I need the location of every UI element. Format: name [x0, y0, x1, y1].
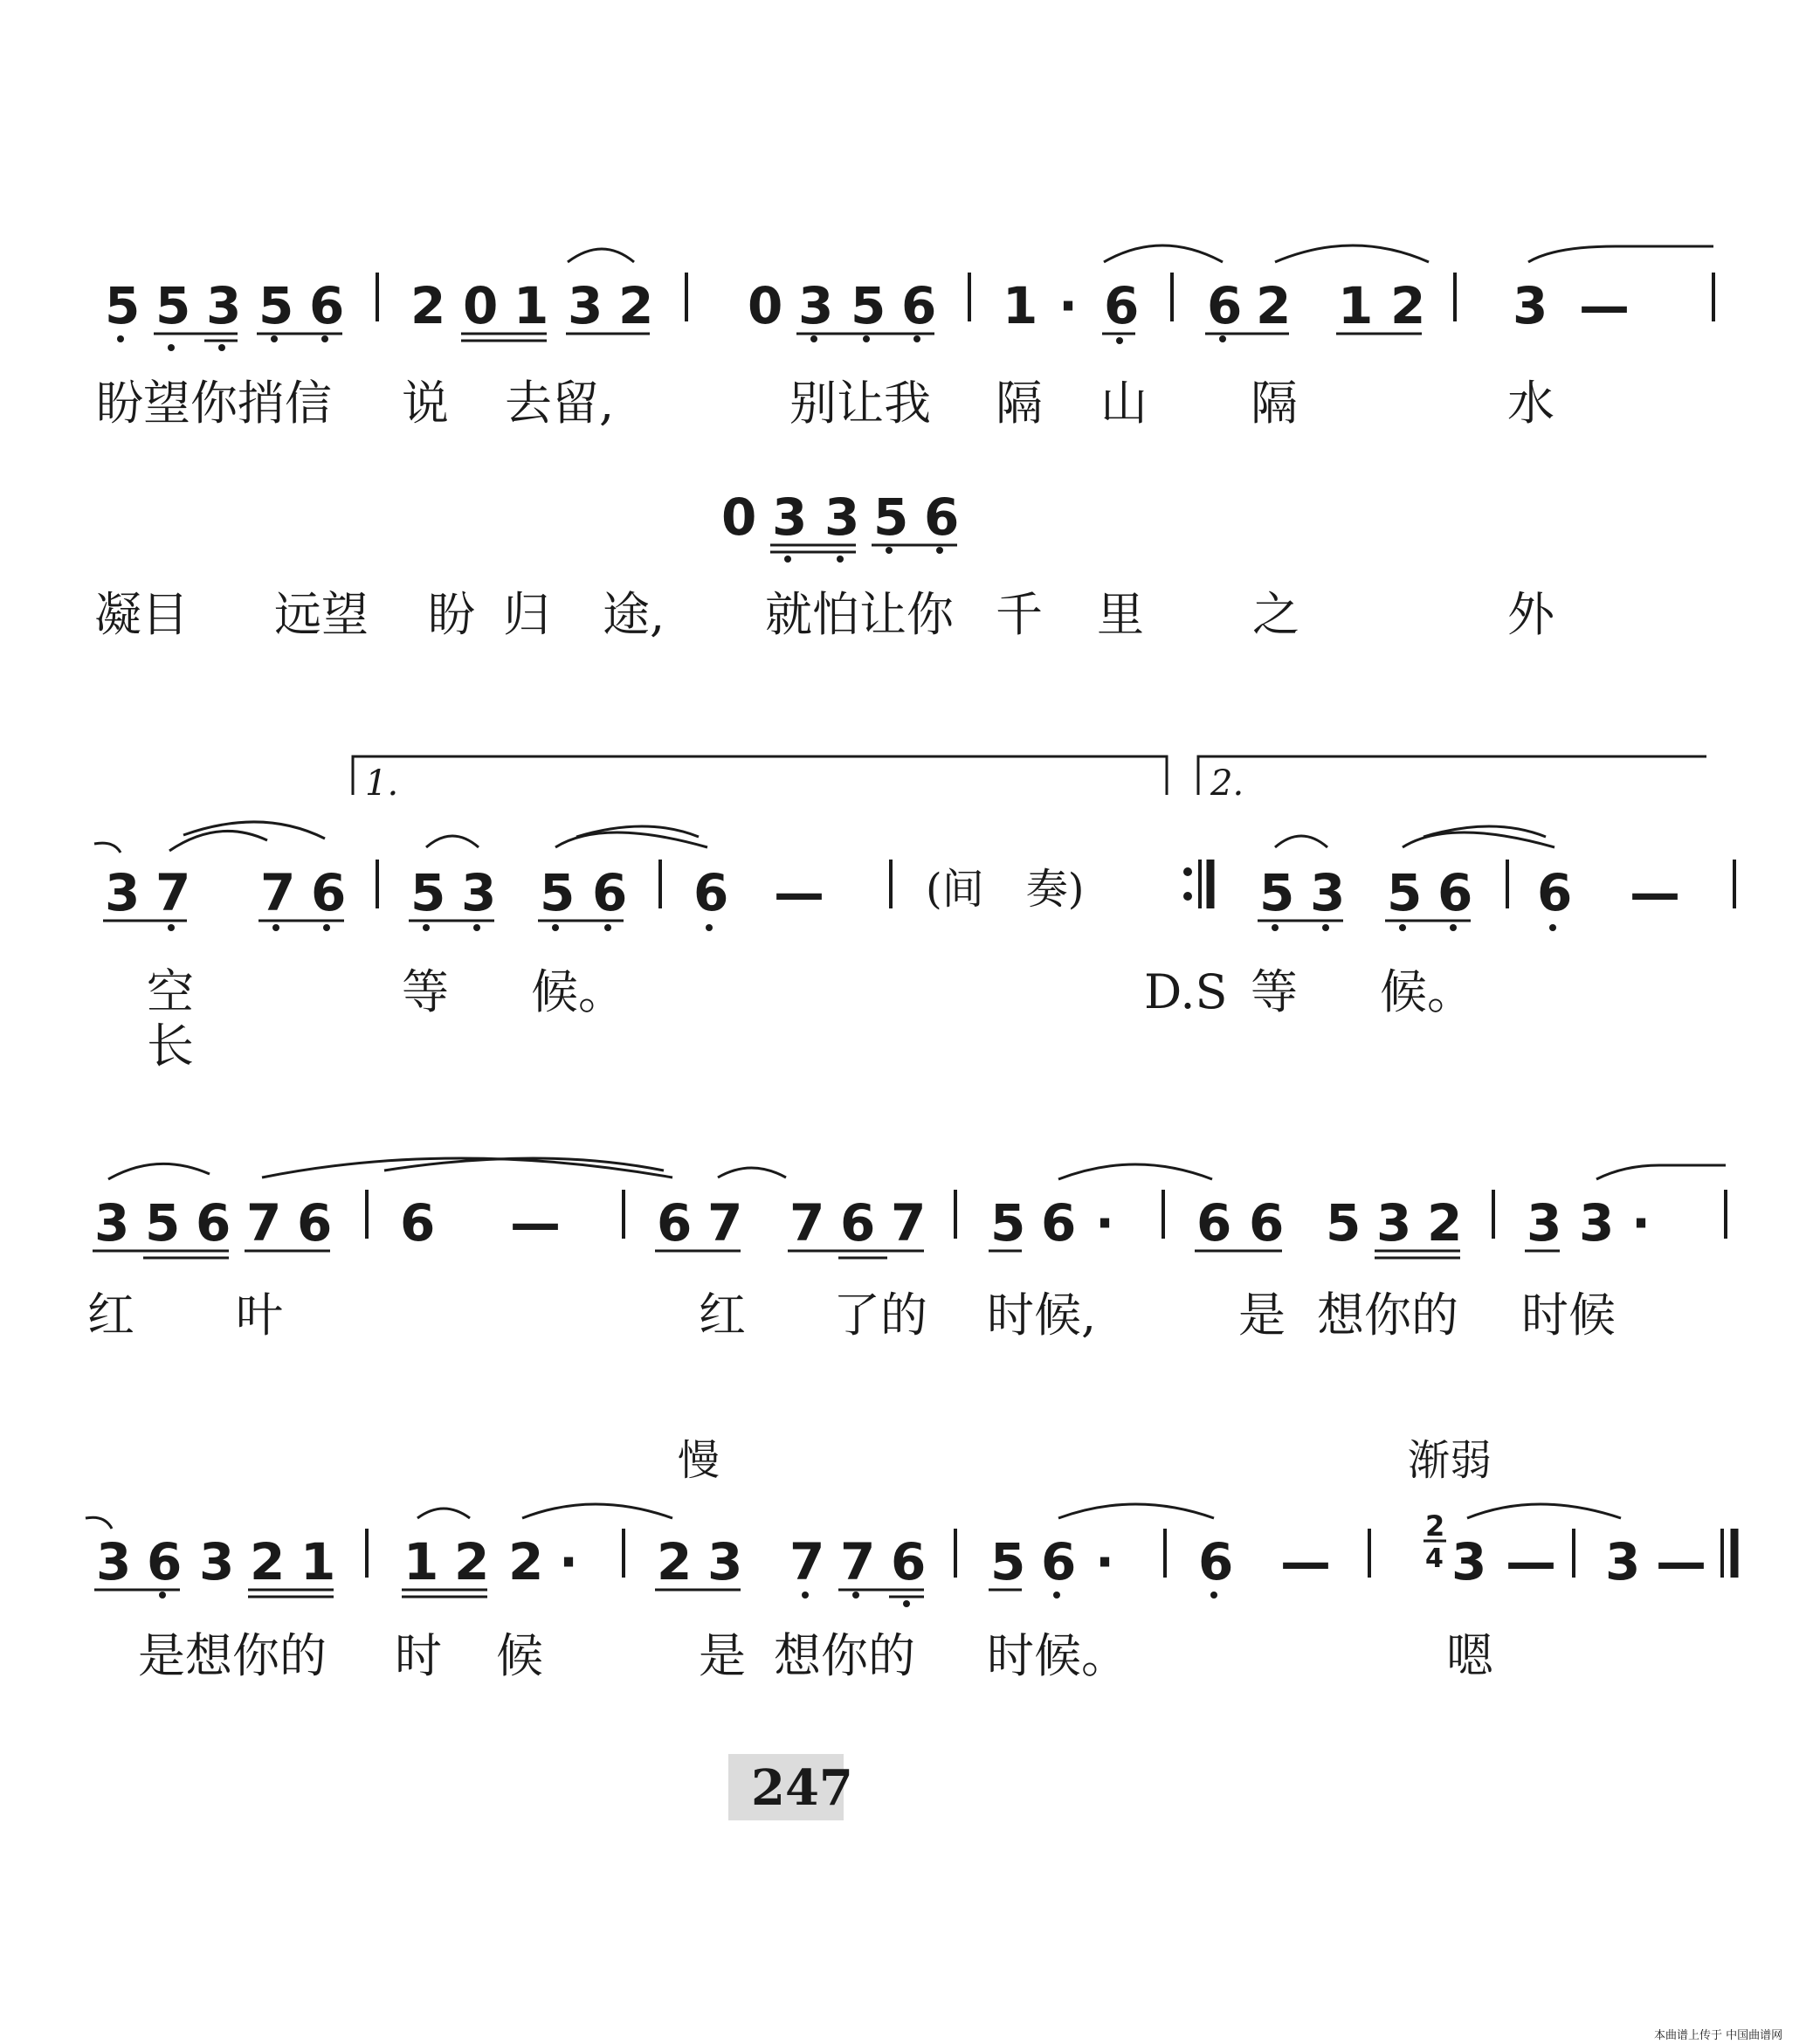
- note: 1: [403, 1532, 439, 1592]
- note: 6: [1041, 1532, 1077, 1592]
- lyric: 空: [147, 964, 194, 1019]
- final-barline: [1722, 1529, 1734, 1578]
- volta-2-label: 2.: [1210, 763, 1244, 804]
- note: 1: [1338, 276, 1374, 335]
- note: 3: [772, 487, 808, 547]
- note: 3: [1579, 1193, 1615, 1253]
- system-4-notes: [94, 1193, 1651, 1253]
- note: 6: [1249, 1193, 1285, 1253]
- note: 6: [924, 487, 960, 547]
- time-signature-top: 2: [1425, 1509, 1445, 1543]
- note: 6: [1198, 1532, 1234, 1592]
- dash: —: [1656, 1532, 1706, 1592]
- system-1-lower-dots: [117, 335, 1226, 351]
- note: 5: [540, 863, 576, 922]
- lyric: 别让我: [789, 376, 931, 431]
- note: 6: [297, 1193, 333, 1253]
- note: 7: [155, 863, 191, 922]
- note: 6: [840, 1193, 876, 1253]
- note: 5: [1259, 863, 1295, 922]
- note: 6: [693, 863, 729, 922]
- note: 5: [105, 276, 141, 335]
- lyric: 想你的: [774, 1628, 915, 1683]
- dot: ·: [1095, 1532, 1115, 1592]
- system-5: [86, 1436, 1734, 1683]
- note: 7: [891, 1193, 927, 1253]
- note: 2: [410, 276, 446, 335]
- note: 6: [309, 276, 345, 335]
- note: 6: [592, 863, 628, 922]
- system-4-slurs: [108, 1158, 1726, 1179]
- note: 2: [1427, 1193, 1463, 1253]
- lyric: 远望: [274, 587, 369, 642]
- dash: —: [1506, 1532, 1556, 1592]
- note: 6: [657, 1193, 693, 1253]
- system-2-notes: [721, 487, 959, 547]
- lyric: 想你的: [1317, 1288, 1458, 1343]
- note: 3: [94, 1193, 130, 1253]
- note: 3: [1310, 863, 1346, 922]
- note: 5: [145, 1193, 181, 1253]
- lyric: 等: [1251, 964, 1298, 1019]
- lyric: 凝目: [94, 587, 189, 642]
- lyric: 山: [1100, 376, 1148, 431]
- lyric: 候: [496, 1628, 543, 1683]
- system-3-slurs: [94, 822, 1554, 853]
- system-1-slurs: [568, 245, 1713, 262]
- note: 6: [1537, 863, 1573, 922]
- system-2-lyrics: [94, 587, 1556, 642]
- lyric: 盼: [428, 587, 475, 642]
- note: 2: [508, 1532, 544, 1592]
- lyric: 等: [402, 964, 449, 1019]
- note: 3: [1376, 1193, 1412, 1253]
- note: 1: [1003, 276, 1038, 335]
- note: 3: [707, 1532, 743, 1592]
- note: 3: [96, 1532, 132, 1592]
- note: 1: [514, 276, 549, 335]
- system-2-underlines: [770, 545, 957, 552]
- lyric: 归: [503, 587, 550, 642]
- volta-brackets: [353, 756, 1706, 795]
- lyric: 去留,: [505, 376, 615, 431]
- note: 3: [206, 276, 242, 335]
- lyric: 千: [996, 587, 1043, 642]
- note: 3: [1527, 1193, 1562, 1253]
- lyric: 盼望你捎信: [96, 376, 332, 431]
- time-signature: [1424, 1509, 1446, 1574]
- note: 7: [246, 1193, 282, 1253]
- note: 0: [463, 276, 499, 335]
- lyric: 时: [395, 1628, 442, 1683]
- lyric: 隔: [1251, 376, 1298, 431]
- dash: —: [1280, 1532, 1331, 1592]
- note: 6: [901, 276, 937, 335]
- lyric: 红: [699, 1288, 746, 1343]
- lyric: 外: [1507, 587, 1554, 642]
- note: 2: [250, 1532, 286, 1592]
- lyric: 候。: [531, 964, 625, 1019]
- lyric-alt: 长: [147, 1019, 194, 1074]
- dynamic-marking-diminuendo: 渐弱: [1408, 1436, 1492, 1485]
- note: 3: [798, 276, 834, 335]
- lyric: 里: [1097, 587, 1144, 642]
- dot: ·: [559, 1532, 579, 1592]
- note: 6: [311, 863, 347, 922]
- dash: —: [774, 863, 824, 922]
- note: 2: [1390, 276, 1426, 335]
- lyric: 是: [699, 1628, 746, 1683]
- system-2: [94, 487, 1556, 642]
- note: 2: [657, 1532, 693, 1592]
- note: 3: [568, 276, 603, 335]
- note: 6: [1041, 1193, 1077, 1253]
- dot: ·: [1631, 1193, 1651, 1253]
- lyric: 时候: [1521, 1288, 1616, 1343]
- lyric: 隔: [996, 376, 1043, 431]
- page-number: 247: [751, 1759, 853, 1817]
- time-signature-bottom: 4: [1425, 1543, 1444, 1574]
- note: 3: [1513, 276, 1548, 335]
- system-5-slurs: [86, 1504, 1621, 1529]
- dash: —: [1630, 863, 1680, 922]
- note: 5: [990, 1193, 1026, 1253]
- lyric: 嗯: [1446, 1628, 1493, 1683]
- dash: —: [1579, 276, 1630, 335]
- note: 6: [1207, 276, 1243, 335]
- note: 6: [196, 1193, 231, 1253]
- lyric: 叶: [236, 1288, 283, 1343]
- note: 5: [259, 276, 294, 335]
- note: 6: [147, 1532, 183, 1592]
- note: 3: [199, 1532, 235, 1592]
- system-4: [87, 1158, 1726, 1343]
- lyric: 是想你的: [138, 1628, 327, 1683]
- note: 2: [454, 1532, 490, 1592]
- system-1-lyrics: [96, 376, 1554, 431]
- lyric: 就怕让你: [765, 587, 954, 642]
- note: 5: [1326, 1193, 1361, 1253]
- lyric: 水: [1507, 376, 1554, 431]
- lyric: 了的: [833, 1288, 927, 1343]
- system-5-lyrics: [138, 1628, 1495, 1683]
- lyric: D.S: [1144, 964, 1228, 1019]
- note: 5: [873, 487, 909, 547]
- interlude-label: (间 奏): [926, 865, 1085, 914]
- note: 6: [1437, 863, 1473, 922]
- note: 5: [155, 276, 191, 335]
- note: 3: [1451, 1532, 1487, 1592]
- dot: ·: [1095, 1193, 1115, 1253]
- note: 7: [789, 1193, 825, 1253]
- system-2-lower-dots: [784, 547, 943, 563]
- note: 3: [105, 863, 141, 922]
- note: 7: [840, 1532, 876, 1592]
- lyric: 之: [1252, 587, 1299, 642]
- system-3-lyrics: [147, 964, 1474, 1074]
- lyric: 是: [1238, 1288, 1286, 1343]
- note: 3: [1605, 1532, 1641, 1592]
- lyric: 说: [402, 376, 449, 431]
- lyric: 红: [87, 1288, 134, 1343]
- note: 1: [300, 1532, 336, 1592]
- lyric: 时候,: [987, 1288, 1097, 1343]
- note: 5: [990, 1532, 1026, 1592]
- note: 3: [461, 863, 497, 922]
- note: 0: [721, 487, 757, 547]
- lyric: 候。: [1380, 964, 1474, 1019]
- note: 6: [1196, 1193, 1232, 1253]
- note: 6: [891, 1532, 927, 1592]
- system-3: [94, 756, 1734, 1074]
- note: 2: [618, 276, 654, 335]
- note: 7: [789, 1532, 825, 1592]
- note: 5: [1387, 863, 1423, 922]
- dot: ·: [1058, 276, 1079, 335]
- system-3-lower-dots: [168, 924, 1556, 931]
- system-5-notes: [96, 1532, 1706, 1592]
- note: 3: [824, 487, 860, 547]
- system-5-lower-dots: [159, 1592, 1217, 1607]
- lyric: 时候。: [987, 1628, 1128, 1683]
- repeat-end-barline: [1183, 860, 1210, 908]
- note: 5: [851, 276, 886, 335]
- lyric: 途,: [603, 587, 665, 642]
- dash: —: [510, 1193, 561, 1253]
- note: 7: [707, 1193, 743, 1253]
- system-1-notes: [105, 276, 1630, 335]
- note: 0: [748, 276, 783, 335]
- note: 2: [1256, 276, 1292, 335]
- footer-credit: 本曲谱上传于 中国曲谱网: [1654, 2029, 1783, 2042]
- note: 7: [260, 863, 296, 922]
- tempo-marking-slow: 慢: [678, 1436, 720, 1485]
- system-1: [96, 245, 1713, 431]
- note: 5: [410, 863, 446, 922]
- system-4-lyrics: [87, 1288, 1616, 1343]
- note: 6: [400, 1193, 436, 1253]
- note: 6: [1104, 276, 1140, 335]
- volta-1-label: 1.: [365, 763, 399, 804]
